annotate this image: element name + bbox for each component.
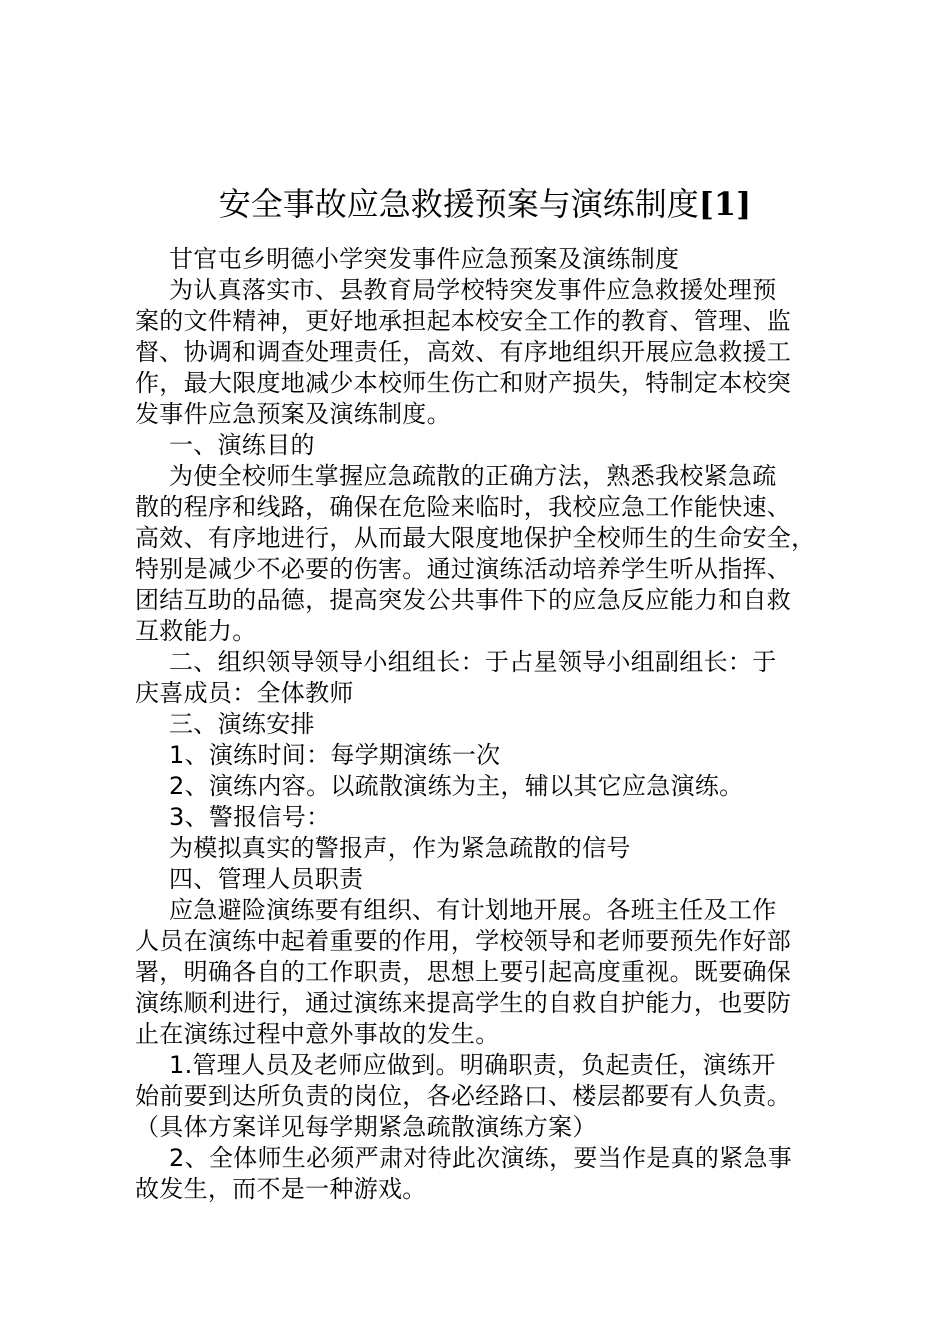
text-line: 案的文件精神，更好地承担起本校安全工作的教育、管理、监	[135, 307, 792, 335]
document-title-ref: [1]	[698, 185, 752, 223]
text-line: 散的程序和线路，确保在危险来临时，我校应急工作能快速、	[135, 493, 792, 521]
paragraph	[135, 275, 835, 430]
paragraph	[135, 864, 835, 895]
text-line: 3、警报信号：	[169, 803, 331, 831]
text-line: 三、演练安排	[169, 710, 315, 738]
text-line: 署，明确各自的工作职责，思想上要引起高度重视。既要确保	[135, 958, 792, 986]
text-line: 为认真落实市、县教育局学校特突发事件应急救援处理预	[169, 276, 777, 304]
text-line: 2、全体师生必须严肃对待此次演练，要当作是真的紧急事	[169, 1144, 793, 1172]
paragraph	[135, 802, 835, 833]
text-line: 为使全校师生掌握应急疏散的正确方法，熟悉我校紧急疏	[169, 462, 777, 490]
paragraph	[135, 895, 835, 1050]
paragraph	[135, 1050, 835, 1143]
text-line: 二、组织领导领导小组组长：于占星领导小组副组长：于	[169, 648, 777, 676]
paragraph	[135, 1143, 835, 1205]
text-line: 一、演练目的	[169, 431, 315, 459]
text-line: 为模拟真实的警报声，作为紧急疏散的信号	[169, 834, 631, 862]
text-line: 1.管理人员及老师应做到。明确职责，负起责任，演练开	[169, 1051, 776, 1079]
text-line: 发事件应急预案及演练制度。	[135, 400, 451, 428]
text-line: （具体方案详见每学期紧急疏散演练方案）	[135, 1113, 597, 1141]
paragraph	[135, 647, 835, 709]
document-body	[135, 244, 835, 1205]
paragraph	[135, 461, 835, 647]
document-title	[135, 182, 835, 226]
paragraph	[135, 771, 835, 802]
text-line: 止在演练过程中意外事故的发生。	[135, 1020, 500, 1048]
text-line: 人员在演练中起着重要的作用，学校领导和老师要预先作好部	[135, 927, 792, 955]
document-title-text: 安全事故应急救援预案与演练制度	[218, 185, 699, 223]
text-line: 互救能力。	[135, 617, 257, 645]
paragraph	[135, 833, 835, 864]
paragraph	[135, 430, 835, 461]
text-line: 高效、有序地进行，从而最大限度地保护全校师生的生命安全，	[135, 524, 816, 552]
text-line: 庆喜成员：全体教师	[135, 679, 354, 707]
text-line: 团结互助的品德，提高突发公共事件下的应急反应能力和自救	[135, 586, 792, 614]
text-line: 作，最大限度地减少本校师生伤亡和财产损失，特制定本校突	[135, 369, 792, 397]
text-line: 故发生，而不是一种游戏。	[135, 1175, 427, 1203]
text-line: 始前要到达所负责的岗位，各必经路口、楼层都要有人负责。	[135, 1082, 792, 1110]
text-line: 1、演练时间：每学期演练一次	[169, 741, 501, 769]
text-line: 2、演练内容。以疏散演练为主，辅以其它应急演练。	[169, 772, 744, 800]
text-line: 四、管理人员职责	[169, 865, 364, 893]
text-line: 应急避险演练要有组织、有计划地开展。各班主任及工作	[169, 896, 777, 924]
paragraph	[135, 709, 835, 740]
document-page	[135, 182, 835, 1205]
paragraph	[135, 740, 835, 771]
text-line: 演练顺利进行，通过演练来提高学生的自救自护能力，也要防	[135, 989, 792, 1017]
text-line: 甘官屯乡明德小学突发事件应急预案及演练制度	[169, 245, 680, 273]
paragraph	[135, 244, 835, 275]
text-line: 督、协调和调查处理责任，高效、有序地组织开展应急救援工	[135, 338, 792, 366]
text-line: 特别是减少不必要的伤害。通过演练活动培养学生听从指挥、	[135, 555, 792, 583]
